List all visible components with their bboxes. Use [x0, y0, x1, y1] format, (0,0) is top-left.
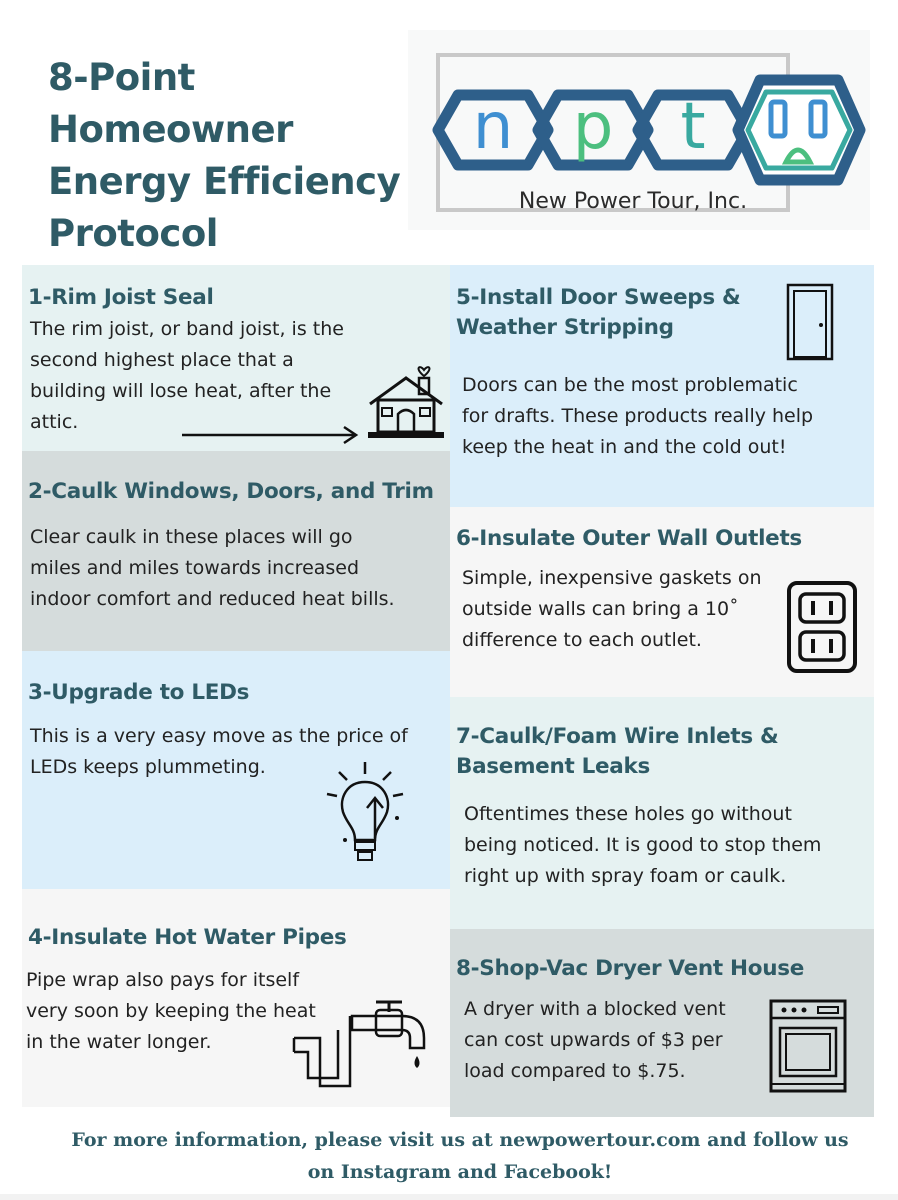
page-title [48, 52, 408, 260]
section-6-line: outside walls can bring a 10˚ [462, 598, 739, 620]
arrow-right-icon [182, 424, 362, 446]
logo-letter-n: n [472, 90, 514, 164]
section-7-heading [456, 722, 779, 782]
house-icon [366, 356, 446, 442]
section-2-line: miles and miles towards increased [30, 557, 360, 579]
section-5-line: keep the heat in and the cold out! [462, 436, 787, 458]
section-2-heading: 2-Caulk Windows, Doors, and Trim [28, 479, 434, 504]
section-5-heading-line: 5-Install Door Sweeps & [456, 285, 741, 310]
section-4-line: very soon by keeping the heat [26, 1000, 316, 1022]
title-line: Energy Efficiency [48, 160, 401, 203]
section-5-heading-line: Weather Stripping [456, 315, 674, 340]
section-3-heading: 3-Upgrade to LEDs [28, 680, 250, 705]
section-8-body [464, 994, 726, 1087]
section-2-body [30, 522, 395, 615]
section-7-line: right up with spray foam or caulk. [464, 865, 787, 887]
logo-letter-p: p [572, 90, 614, 164]
section-8-line: A dryer with a blocked vent [464, 998, 726, 1020]
footer-line: For more information, please visit us at newpowertour.com and follow us [71, 1129, 849, 1151]
section-6-line: difference to each outlet. [462, 629, 702, 651]
section-7-line: Oftentimes these holes go without [464, 803, 792, 825]
title-line: Protocol [48, 212, 218, 255]
section-8-heading: 8-Shop-Vac Dryer Vent House [456, 956, 804, 981]
section-2-line: indoor comfort and reduced heat bills. [30, 588, 395, 610]
footer-line: on Instagram and Facebook! [307, 1161, 613, 1183]
section-5-line: for drafts. These products really help [462, 405, 814, 427]
section-7-body [464, 799, 821, 892]
section-5-body [462, 370, 813, 463]
section-1-heading: 1-Rim Joist Seal [28, 285, 214, 310]
section-6-heading: 6-Insulate Outer Wall Outlets [456, 526, 802, 551]
section-1-line: The rim joist, or band joist, is the [30, 318, 344, 340]
bottom-bar [0, 1194, 898, 1200]
section-3-line: This is a very easy move as the price of [30, 725, 408, 747]
title-line: 8-Point [48, 56, 195, 99]
npt-logo [408, 30, 870, 230]
lightbulb-icon [325, 760, 409, 866]
section-5-line: Doors can be the most problematic [462, 374, 798, 396]
section-4-line: Pipe wrap also pays for itself [26, 969, 300, 991]
section-8-line: load compared to $.75. [464, 1060, 686, 1082]
section-7-heading-line: 7-Caulk/Foam Wire Inlets & [456, 724, 779, 749]
section-7-line: being noticed. It is good to stop them [464, 834, 822, 856]
section-4-heading: 4-Insulate Hot Water Pipes [28, 925, 347, 950]
section-8-line: can cost upwards of $3 per [464, 1029, 723, 1051]
outlet-icon [786, 580, 858, 674]
door-icon [786, 283, 834, 361]
section-6-line: Simple, inexpensive gaskets on [462, 567, 762, 589]
section-1-line: building will lose heat, after the [30, 380, 332, 402]
section-1-line: second highest place that a [30, 349, 294, 371]
dryer-icon [768, 998, 848, 1094]
section-7-heading-line: Basement Leaks [456, 754, 651, 779]
section-4-body [26, 965, 316, 1058]
section-5-heading [456, 283, 741, 343]
logo-letter-t: t [680, 90, 706, 164]
footer-note [40, 1124, 880, 1188]
section-2-line: Clear caulk in these places will go [30, 526, 353, 548]
logo-tagline: New Power Tour, Inc. [518, 189, 748, 214]
section-1-body [30, 314, 344, 438]
faucet-icon [290, 998, 430, 1090]
title-line: Homeowner [48, 108, 293, 151]
section-4-line: in the water longer. [26, 1031, 212, 1053]
section-1-line: attic. [30, 411, 79, 433]
section-6-body [462, 563, 762, 656]
section-3-line: LEDs keeps plummeting. [30, 756, 266, 778]
